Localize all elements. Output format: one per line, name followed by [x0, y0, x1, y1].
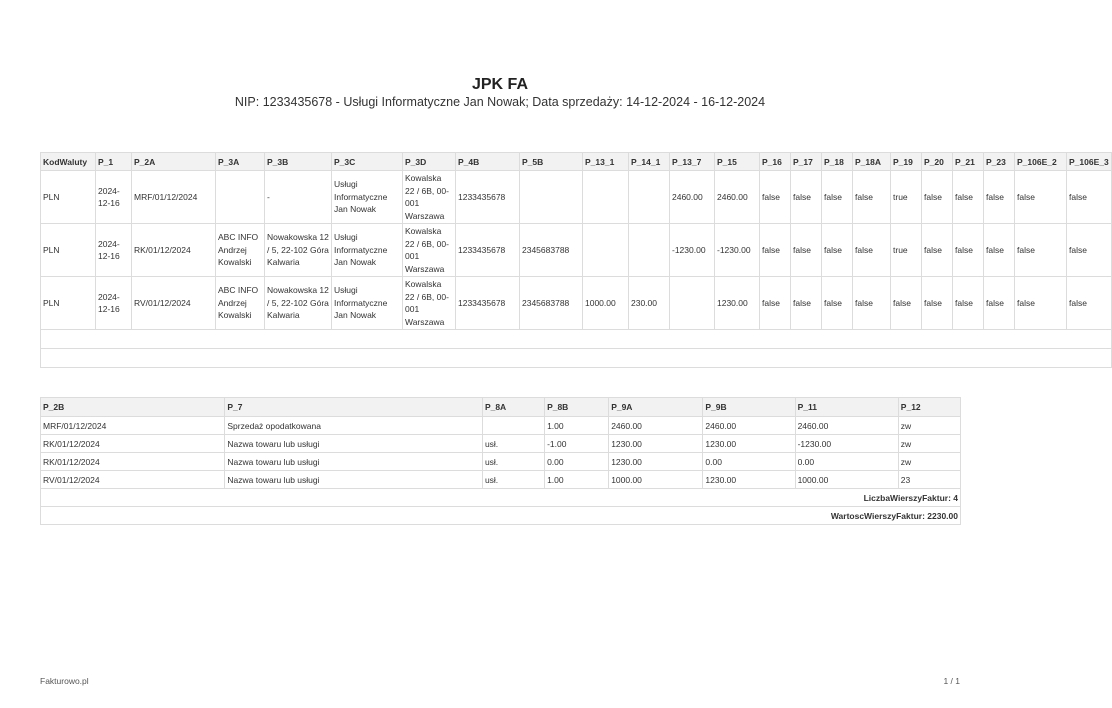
table-cell: PLN [41, 277, 96, 330]
invoice-row [41, 277, 1112, 330]
footer-page-number: 1 / 1 [943, 676, 960, 686]
column-header: P_14_1 [629, 153, 670, 171]
table-cell: 2024-12-16 [96, 277, 132, 330]
table-cell: ABC INFO Andrzej Kowalski [216, 224, 265, 277]
table-cell: MRF/01/12/2024 [132, 171, 216, 224]
table-cell: 1230.00 [609, 435, 703, 453]
table-cell: 1233435678 [456, 171, 520, 224]
table-cell: false [760, 224, 791, 277]
invoice-row [41, 224, 1112, 277]
table-cell: usł. [482, 453, 544, 471]
invoice-lines-table [40, 397, 961, 525]
invoice-row [41, 171, 1112, 224]
table-cell: false [953, 277, 984, 330]
table-cell: 2460.00 [715, 171, 760, 224]
column-header: P_7 [225, 398, 483, 417]
column-header: P_2A [132, 153, 216, 171]
column-header: P_13_1 [583, 153, 629, 171]
table-cell: 1.00 [545, 471, 609, 489]
invoice-line-row [41, 471, 961, 489]
table-cell: true [891, 171, 922, 224]
table-cell: 2345683788 [520, 224, 583, 277]
table-cell [216, 171, 265, 224]
table-cell: - [265, 171, 332, 224]
table-cell: 0.00 [703, 453, 795, 471]
table-cell [629, 171, 670, 224]
column-header: P_106E_2 [1015, 153, 1067, 171]
table-cell: RV/01/12/2024 [132, 277, 216, 330]
table-cell: MRF/01/12/2024 [41, 417, 225, 435]
table-cell: 1233435678 [456, 224, 520, 277]
column-header: P_18 [822, 153, 853, 171]
invoice-line-row [41, 417, 961, 435]
invoice-lines-header-row [41, 398, 961, 417]
table-cell: false [760, 277, 791, 330]
column-header: P_106E_3 [1067, 153, 1112, 171]
table-cell: 1230.00 [703, 435, 795, 453]
column-header: P_4B [456, 153, 520, 171]
column-header: KodWaluty [41, 153, 96, 171]
table-cell: 1000.00 [609, 471, 703, 489]
table-cell: false [1067, 224, 1112, 277]
table-cell: 2460.00 [670, 171, 715, 224]
column-header: P_5B [520, 153, 583, 171]
column-header: P_18A [853, 153, 891, 171]
table-cell: 2024-12-16 [96, 224, 132, 277]
table-cell: 2460.00 [609, 417, 703, 435]
column-header: P_15 [715, 153, 760, 171]
summary-count-row [41, 489, 961, 507]
table-cell: RK/01/12/2024 [41, 435, 225, 453]
table-cell: false [984, 277, 1015, 330]
table-cell: PLN [41, 171, 96, 224]
table-cell: false [1067, 277, 1112, 330]
column-header: P_20 [922, 153, 953, 171]
table-cell: 2460.00 [795, 417, 898, 435]
table-cell: Nazwa towaru lub usługi [225, 453, 483, 471]
column-header: P_8B [545, 398, 609, 417]
table-cell: 1000.00 [583, 277, 629, 330]
footer-brand: Fakturowo.pl [40, 676, 89, 686]
table-cell: Kowalska 22 / 6B, 00-001 Warszawa [403, 277, 456, 330]
column-header: P_11 [795, 398, 898, 417]
column-header: P_13_7 [670, 153, 715, 171]
table-cell: false [891, 277, 922, 330]
table-cell: 1230.00 [609, 453, 703, 471]
table-cell: false [822, 171, 853, 224]
table-cell: false [1015, 171, 1067, 224]
table-cell: Nowakowska 12 / 5, 22-102 Góra Kalwaria [265, 277, 332, 330]
table-cell: RV/01/12/2024 [41, 471, 225, 489]
table-cell: Sprzedaż opodatkowana [225, 417, 483, 435]
table-cell: false [953, 171, 984, 224]
table-cell [520, 171, 583, 224]
table-cell: 0.00 [795, 453, 898, 471]
table-cell: 1233435678 [456, 277, 520, 330]
table-cell: usł. [482, 471, 544, 489]
column-header: P_17 [791, 153, 822, 171]
page-subtitle: NIP: 1233435678 - Usługi Informatyczne Jan Nowak; Data sprzedaży: 14-12-2024 - 16-12-2024 [234, 95, 766, 109]
column-header: P_8A [482, 398, 544, 417]
table-cell: 1230.00 [715, 277, 760, 330]
column-header: P_19 [891, 153, 922, 171]
table-cell: Usługi Informatyczne Jan Nowak [332, 171, 403, 224]
column-header: P_2B [41, 398, 225, 417]
table-cell: Kowalska 22 / 6B, 00-001 Warszawa [403, 171, 456, 224]
column-header: P_9B [703, 398, 795, 417]
column-header: P_9A [609, 398, 703, 417]
table-cell: -1.00 [545, 435, 609, 453]
table-cell: 0.00 [545, 453, 609, 471]
empty-cell [41, 349, 1112, 368]
table-cell: Usługi Informatyczne Jan Nowak [332, 277, 403, 330]
page-title: JPK FA [471, 76, 528, 93]
table-cell: zw [898, 453, 960, 471]
table-cell: 2460.00 [703, 417, 795, 435]
table-cell: RK/01/12/2024 [132, 224, 216, 277]
column-header: P_1 [96, 153, 132, 171]
table-cell [482, 417, 544, 435]
summary-value-row [41, 507, 961, 525]
table-cell: Usługi Informatyczne Jan Nowak [332, 224, 403, 277]
summary-count: LiczbaWierszyFaktur: 4 [41, 489, 961, 507]
table-cell [583, 171, 629, 224]
invoices-table [40, 152, 1112, 368]
invoice-line-row [41, 453, 961, 471]
table-cell: false [791, 277, 822, 330]
empty-row [41, 330, 1112, 349]
table-cell: false [984, 171, 1015, 224]
table-cell: ABC INFO Andrzej Kowalski [216, 277, 265, 330]
table-cell: false [853, 171, 891, 224]
invoice-line-row [41, 435, 961, 453]
table-cell [583, 224, 629, 277]
table-cell: -1230.00 [670, 224, 715, 277]
table-cell: false [853, 277, 891, 330]
table-cell: false [1015, 277, 1067, 330]
table-cell: -1230.00 [795, 435, 898, 453]
empty-cell [41, 330, 1112, 349]
table-cell: Nowakowska 12 / 5, 22-102 Góra Kalwaria [265, 224, 332, 277]
column-header: P_3D [403, 153, 456, 171]
table-cell: 2345683788 [520, 277, 583, 330]
table-cell: false [853, 224, 891, 277]
table-cell: false [922, 277, 953, 330]
table-cell: false [760, 171, 791, 224]
table-cell: false [791, 171, 822, 224]
column-header: P_3A [216, 153, 265, 171]
invoices-header-row [41, 153, 1112, 171]
table-cell: false [922, 224, 953, 277]
table-cell [629, 224, 670, 277]
invoices-table-wrapper [40, 152, 1109, 368]
table-cell [670, 277, 715, 330]
empty-row [41, 349, 1112, 368]
column-header: P_3B [265, 153, 332, 171]
summary-value: WartoscWierszyFaktur: 2230.00 [41, 507, 961, 525]
table-cell: -1230.00 [715, 224, 760, 277]
table-cell: false [922, 171, 953, 224]
table-cell: false [1067, 171, 1112, 224]
column-header: P_21 [953, 153, 984, 171]
table-cell: Nazwa towaru lub usługi [225, 435, 483, 453]
table-cell: 23 [898, 471, 960, 489]
table-cell: false [984, 224, 1015, 277]
table-cell: Kowalska 22 / 6B, 00-001 Warszawa [403, 224, 456, 277]
table-cell: usł. [482, 435, 544, 453]
column-header: P_3C [332, 153, 403, 171]
table-cell: RK/01/12/2024 [41, 453, 225, 471]
column-header: P_12 [898, 398, 960, 417]
table-cell: false [822, 224, 853, 277]
table-cell: true [891, 224, 922, 277]
table-cell: zw [898, 417, 960, 435]
table-cell: PLN [41, 224, 96, 277]
table-cell: zw [898, 435, 960, 453]
table-cell: 1000.00 [795, 471, 898, 489]
table-cell: 1230.00 [703, 471, 795, 489]
table-cell: false [822, 277, 853, 330]
table-cell: false [791, 224, 822, 277]
table-cell: 1.00 [545, 417, 609, 435]
table-cell: false [1015, 224, 1067, 277]
column-header: P_23 [984, 153, 1015, 171]
column-header: P_16 [760, 153, 791, 171]
table-cell: Nazwa towaru lub usługi [225, 471, 483, 489]
table-cell: 230.00 [629, 277, 670, 330]
table-cell: 2024-12-16 [96, 171, 132, 224]
table-cell: false [953, 224, 984, 277]
